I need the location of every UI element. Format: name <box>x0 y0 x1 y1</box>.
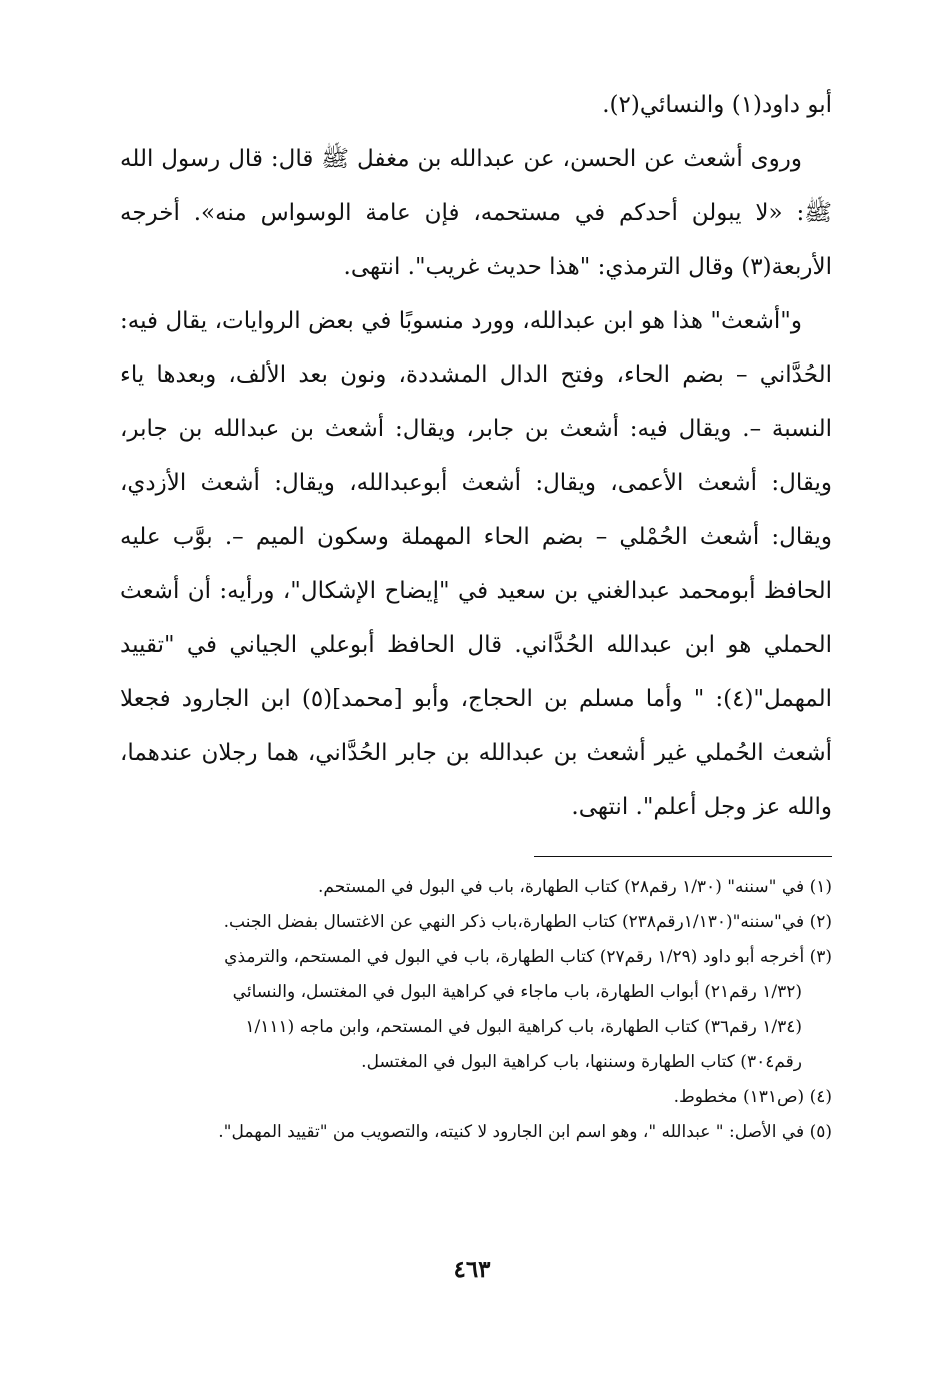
footnote-4: (٤) (ص١٣١) مخطوط. <box>673 1087 832 1107</box>
paragraph-continuation: أبو داود(١) والنسائي(٢). <box>602 92 832 118</box>
footnote-3-continuation: (١/٣٢ رقم٢١) أبواب الطهارة، باب ماجاء في كراهية البول في المغتسل، والنسائي <box>232 982 802 1002</box>
footnote-2: (٢) في"سننه"(١/١٣٠رقم٢٣٨) كتاب الطهارة،باب ذكر النهي عن الاغتسال بفضل الجنب. <box>223 912 832 932</box>
footnote-5: (٥) في الأصل: " عبدالله "، وهو اسم ابن الجارود لا كنيته، والتصويب من "تقييد المهمل". <box>218 1122 832 1142</box>
paragraph-narrator-note: و"أشعث" هذا هو ابن عبدالله، وورد منسوبًا في بعض الروايات، يقال فيه: الحُدَّاني – بضم الحاء، وفتح الدال المشددة، ونون بعد الألف، وبعدها ياء النسبة –. ويقال فيه: أشعث بن جابر، ويقال: أشعث بن عبدالله بن جابر، ويقال: أشعث الأعمى، ويقال: أشعث أبوعبدالله، ويقال: أشعث الأزدي، ويقال: أشعث الحُمْلي – بضم الحاء المهملة وسكون الميم –. بوَّب عليه الحافظ أبومحمد عبدالغني بن سعيد في "إيضاح الإشكال"، ورأيه: أن أشعث الحملي هو ابن عبدالله الحُدَّاني. قال الحافظ أبوعلي الجياني في "تقييد المهمل"(٤): " وأما مسلم بن الحجاج، وأبو [محمد](٥) ابن الجارود فجعلا أشعث الحُملي غير أشعث بن عبدالله بن جابر الحُدَّاني، هما رجلان عندهما، والله عز وجل أعلم". انتهى. <box>120 308 833 820</box>
footnote-1: (١) في "سننه" (١/٣٠ رقم٢٨) كتاب الطهارة، باب في البول في المستحم. <box>318 877 832 897</box>
footnote-3-continuation: رقم٣٠٤) كتاب الطهارة وسننها، باب كراهية البول في المغتسل. <box>361 1052 802 1072</box>
footnote-3: (٣) أخرجه أبو داود (١/٢٩ رقم٢٧) كتاب الطهارة، باب في البول في المستحم، والترمذي <box>224 947 832 967</box>
page-number: ٤٦٣ <box>453 1256 491 1283</box>
footnote-separator <box>534 856 832 857</box>
footnotes <box>120 870 832 1150</box>
footnote-3-continuation: (١/٣٤ رقم٣٦) كتاب الطهارة، باب كراهية البول في المستحم، وابن ماجه (١/١١١ <box>245 1017 802 1037</box>
paragraph-hadith: وروى أشعث عن الحسن، عن عبدالله بن مغفل ﷺ قال: قال رسول الله ﷺ: «لا يبولن أحدكم في مستحمه، فإن عامة الوسواس منه». أخرجه الأربعة(٣) وقال الترمذي: "هذا حديث غريب". انتهى. <box>120 146 832 280</box>
main-text <box>120 78 832 834</box>
